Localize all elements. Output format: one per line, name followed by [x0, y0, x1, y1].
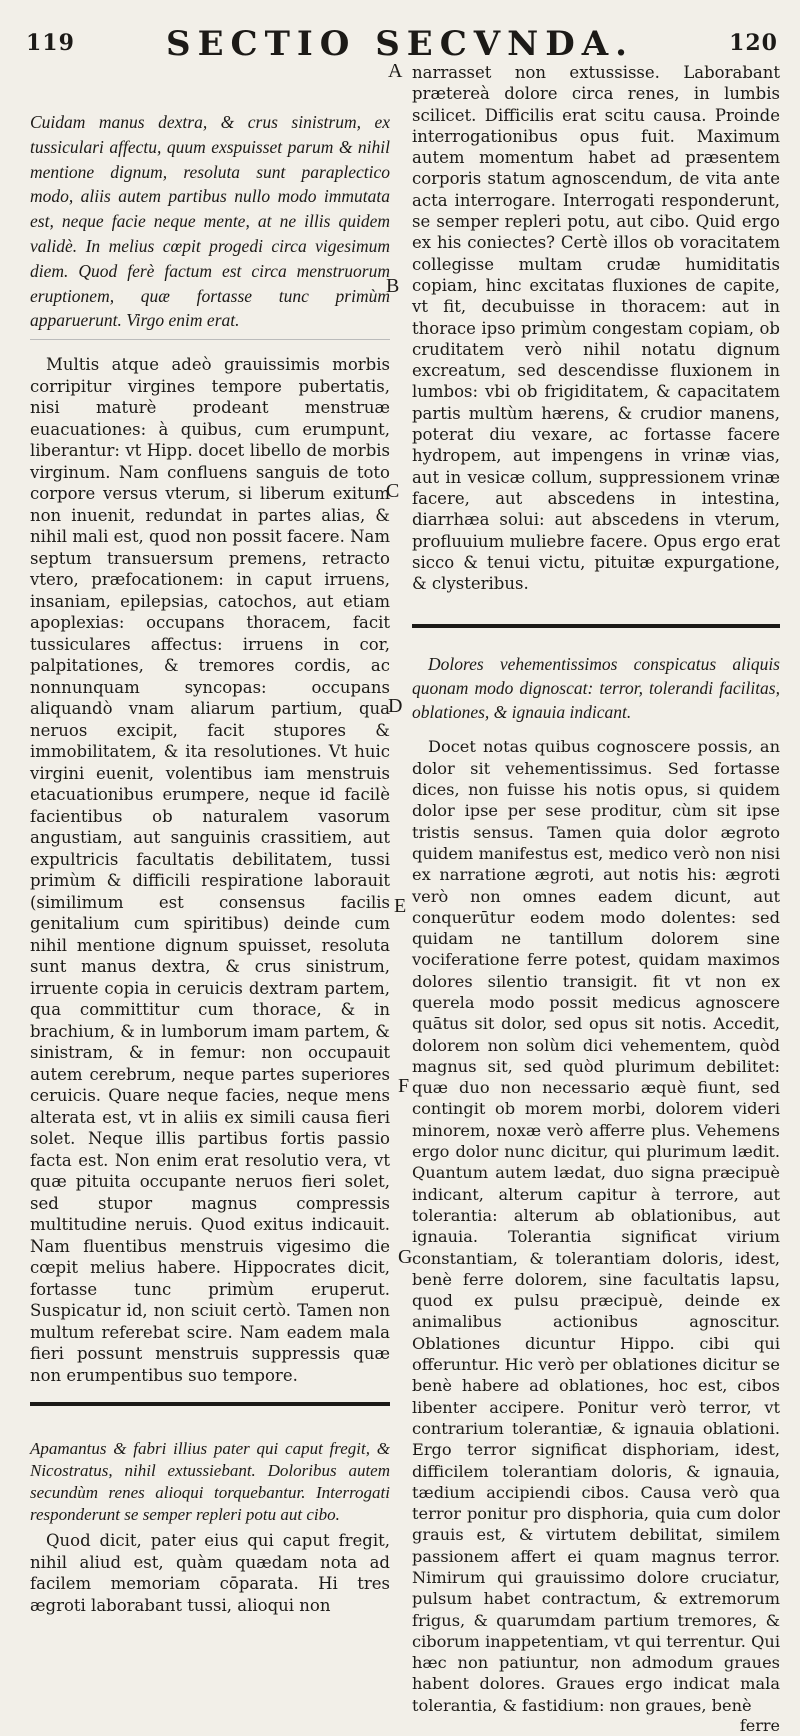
case-heading: Cuidam manus dextra, & crus sinistrum, ex tussiculari affectu, quum exspuisset parum & nihil mentione dignum, resoluta sunt paraplectico modo, aliis autem partibus nullo modo immutata est, neque facie neque mente, at ne illis quidem validè. In melius cœpit progedi circa vigesimum diem. Quod ferè factum est circa menstruorum eruptionem, quæ fortasse tunc primùm apparuerunt. Virgo enim erat. — [30, 112, 390, 331]
case-heading: Apamantus & fabri illius pater qui caput fregit, & Nicostratus, nihil extussiebant. Doloribus autem secundùm renes alioqui torquebantur. Interrogati responderunt se semper repleri potu aut cibo. — [30, 1439, 390, 1525]
catchword: ferre — [739, 1716, 780, 1736]
running-title: SECTIO SECVNDA. — [166, 24, 634, 64]
margin-letter: G — [398, 1246, 413, 1268]
margin-letter: E — [394, 895, 407, 917]
divider-rule — [30, 1402, 390, 1406]
page-number-right: 120 — [729, 30, 778, 56]
commentary-paragraph: Quod dicit, pater eius qui caput fregit, nihil aliud est, quàm quædam nota ad facilem memoriam cōparata. Hi tres ægroti laborabant tussi, alioqui non — [30, 1531, 390, 1615]
page-number-left: 119 — [26, 30, 75, 56]
margin-letter: A — [388, 60, 403, 82]
margin-letter: F — [398, 1075, 410, 1097]
divider-rule — [412, 624, 780, 628]
commentary-paragraph: Docet notas quibus cognoscere possis, an dolor sit vehementissimus. Sed fortasse dices, non fuisse his notis opus, si quidem dolor ipse per sese proditur, cùm sit ipse tristis sensus. Tamen quia dolor ægroto quidem manifestus est, medico verò non nisi ex narratione ægroti, aut notis his: ægroti verò non omnes eadem dicunt, aut conquerūtur eodem modo dolentes: sed quidam ne tantillum dolorem sine vociferatione ferre potest, quidam maximos dolores silentio transigit. fit vt non ex querela modo possit medicus agnoscere quātus sit dolor, sed opus sit notis. Accedit, dolorem non solùm dici vehementem, quòd magnus sit, sed quòd plurimum debilitet: quæ duo non necessario æquè fiunt, sed contingit ob morem morbi, dolorem videri minorem, noxæ verò afferre plus. Vehemens ergo dolor nunc dicitur, qui plurimum lædit. Quantum autem lædat, duo signa præcipuè indicant, alterum capitur à terrore, aut tolerantia: alterum ab oblationibus, aut ignauia. Tolerantia significat virium constantiam, & tolerantiam doloris, idest, benè ferre dolorem, sine facultatis lapsu, quod ex pulsu præcipuè, deinde ex animalibus actionibus agnoscitur. Oblationes dicuntur Hippo. cibi qui offeruntur. Hic verò per oblationes dicitur se benè habere ad oblationes, hoc est, cibos libenter accipere. Ponitur verò terror, vt contrarium tolerantiæ, & ignauia oblationi. Ergo terror significat disphoriam, idest, difficilem tolerantiam doloris, & ignauia, tædium accipiendi cibos. Causa verò qua terror ponitur pro disphoria, quia cum dolor grauis est, & virtutem debilitat, similem passionem affert ei quam magnus terror. Nimirum qui grauissimo dolore cruciatur, pulsum habet contractum, & extremorum frigus, & quarumdam partium tremores, & ciborum inappetentiam, vt qui terrentur. Qui hæc non patiuntur, non admodum graues habent dolores. Graues ergo indicat mala tolerantia, & fastidium: non graues, benè — [412, 737, 780, 1715]
divider-rule — [30, 339, 390, 340]
commentary-paragraph: narrasset non extussisse. Laborabant prætereà dolore circa renes, in lumbis scilicet. Difficilis erat scitu causa. Proinde interrogationibus opus fuit. Maximum autem momentum habet ad præsentem corporis statum agnoscendum, de vita ante acta interrogare. Interrogati responderunt, se semper repleri potu, aut cibo. Quid ergo ex his coniectes? Certè illos ob voracitatem collegisse multam crudæ humiditatis copiam, hinc excitatas fluxiones de capite, vt fit, decubuisse in thoracem: aut in thorace ipso primùm congestam copiam, ob cruditatem verò nihil notatu dignum excreatum, sed descendisse fluxionem in lumbos: vbi ob frigiditatem, & capacitatem partis multùm hærens, & crudior manens, poterat diu vexare, ac fortasse facere hydropem, aut impengens in vrinæ vias, aut in vesicæ collum, suppressionem vrinæ facere, aut abscedens in intestina, diarrhæa solui: aut abscedens in vterum, profluuium muliebre facere. Opus ergo erat sicco & tenui victu, pituitæ expurgatione, & clysteribus. — [412, 63, 780, 594]
left-column — [30, 62, 390, 1615]
right-column — [412, 62, 780, 1736]
margin-letter: C — [386, 480, 400, 502]
margin-letter: B — [386, 275, 400, 297]
margin-letter: D — [388, 695, 403, 717]
commentary-paragraph: Multis atque adeò grauissimis morbis corripitur virgines tempore pubertatis, nisi maturè prodeant menstruæ euacuationes: à quibus, cum erumpunt, liberantur: vt Hipp. docet libello de morbis virginum. Nam confluens sanguis de toto corpore versus vterum, si liberum exitum non inuenit, redundat in partes alias, & nihil mali est, quod non possit facere. Nam septum transuersum premens, retracto vtero, præfocationem: in caput irruens, insaniam, epilepsias, catochos, aut etiam apoplexias: occupans thoracem, facit tussiculares affectus: irruens in cor, palpitationes, & tremores cordis, ac nonnunquam syncopas: occupans aliquandò vnam aliarum partium, qua neruos excipit, facit stupores & immobilitatem, & ita resolutiones. Vt huic virgini euenit, volentibus iam menstruis etacuationibus erumpere, neque id facilè facientibus ob naturalem vasorum angustiam, aut sanguinis crassitiem, aut expultricis facultatis debilitatem, tussi primùm & difficili respiratione laborauit (similimum est consensus facilis genitalium cum spiritibus) deinde cum nihil mentione dignum spuisset, resoluta sunt manus dextra, & crus sinistrum, irruente copia in ceruicis dextram partem, qua committitur cum thorace, & in brachium, & in lumborum imam partem, & sinistram, & in femur: non occupauit autem cerebrum, neque partes superiores ceruicis. Quare neque facies, neque mens alterata est, vt in aliis ex simili causa fieri solet. Neque illis partibus fortis passio facta est. Non enim erat resolutio vera, vt quæ pituita occupante neruos fieri solet, sed stupor magnus compressis multitudine neruis. Quod exitus indicauit. Nam fluentibus menstruis vigesimo die cœpit melius habere. Hippocrates dicit, fortasse tunc primùm eruperut. Suspicatur id, non sciuit certò. Tamen non multum referebat scire. Nam eadem mala fieri possunt menstruis suppressis quæ non erumpentibus suo tempore. — [30, 355, 390, 1385]
case-heading: Dolores vehementissimos conspicatus aliquis quonam modo dignoscat: terror, tolerandi facilitas, oblationes, & ignauia indicant. — [412, 654, 780, 723]
